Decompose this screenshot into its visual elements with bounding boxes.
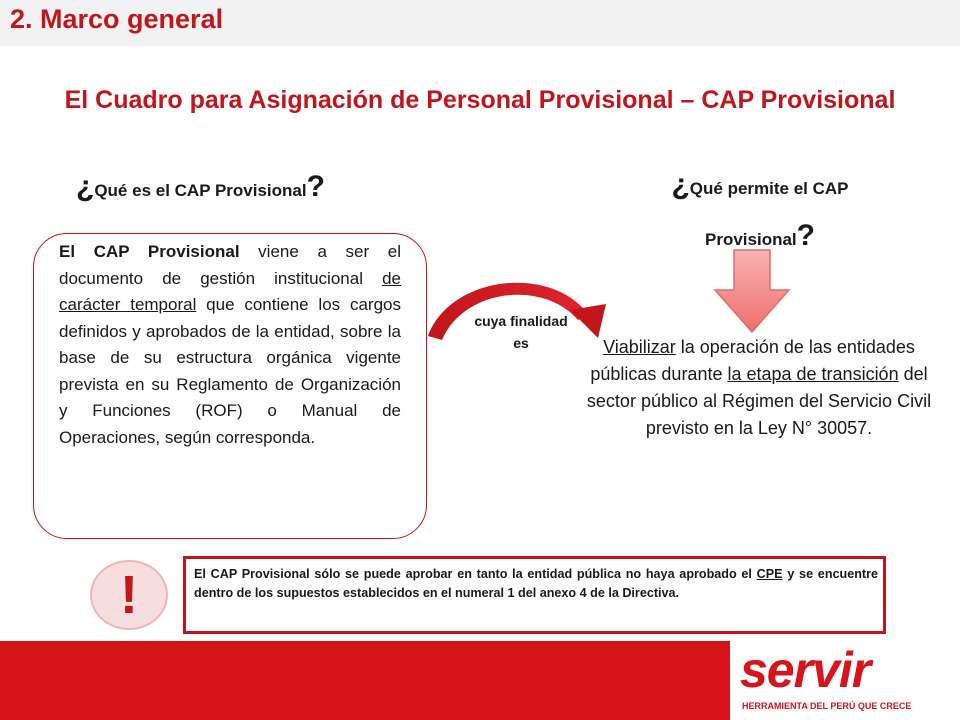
logo-wordmark: servir (740, 642, 871, 698)
warning-part1: El CAP Provisional sólo se puede aprobar en tanto la entidad pública no haya aprobado el (194, 567, 757, 581)
header-bar (0, 0, 960, 46)
question-right-text-line1: Qué permite el CAP (689, 179, 849, 198)
question-left-text: Qué es el CAP Provisional (94, 181, 307, 200)
connector-label (456, 310, 586, 354)
definition-box (33, 233, 427, 539)
question-open-mark: ¿ (671, 168, 690, 201)
connector-line1: cuya finalidad (474, 313, 568, 329)
definition-text (59, 239, 401, 451)
definition-bold-lead: El CAP Provisional (59, 242, 240, 261)
purpose-part1: la operación de las entidades públicas durante (590, 337, 915, 384)
warning-note-box (183, 556, 886, 634)
question-open-mark: ¿ (76, 170, 95, 203)
main-title: El Cuadro para Asignación de Personal Provisional – CAP Provisional (64, 86, 896, 114)
definition-part2: que contiene los cargos definidos y aprobados de la entidad, sobre la base de su estructura orgánica vigente prevista en su Reglamento de Organización y Funciones (ROF) o Manual de Operaciones, según corresponda. (59, 295, 401, 447)
definition-part1: viene a ser el documento de gestión institucional (59, 242, 401, 288)
question-left (76, 170, 325, 204)
question-right-text-line2: Provisional (705, 230, 797, 249)
definition-underlined: de carácter temporal (59, 268, 401, 314)
logo-tagline: HERRAMIENTA DEL PERÚ QUE CRECE (742, 701, 912, 711)
purpose-underlined2: la etapa de transición (727, 364, 899, 384)
warning-underlined: CPE (756, 567, 783, 581)
question-close-mark: ? (306, 170, 325, 203)
warning-note-text (194, 565, 878, 603)
question-close-mark: ? (796, 219, 815, 252)
purpose-text (568, 334, 950, 442)
exclamation-icon: ! (90, 560, 168, 630)
purpose-part2: del sector público al Régimen del Servicio Civil previsto en la Ley N° 30057. (586, 364, 932, 438)
purpose-underlined1: Viabilizar (603, 337, 676, 357)
servir-logo (730, 641, 960, 720)
warning-part2: y se encuentre dentro de los supuestos establecidos en el numeral 1 del anexo 4 de la Directiva. (194, 567, 878, 600)
section-title: 2. Marco general (10, 4, 224, 34)
connector-line2: es (513, 335, 529, 351)
down-arrow-icon (712, 248, 792, 334)
